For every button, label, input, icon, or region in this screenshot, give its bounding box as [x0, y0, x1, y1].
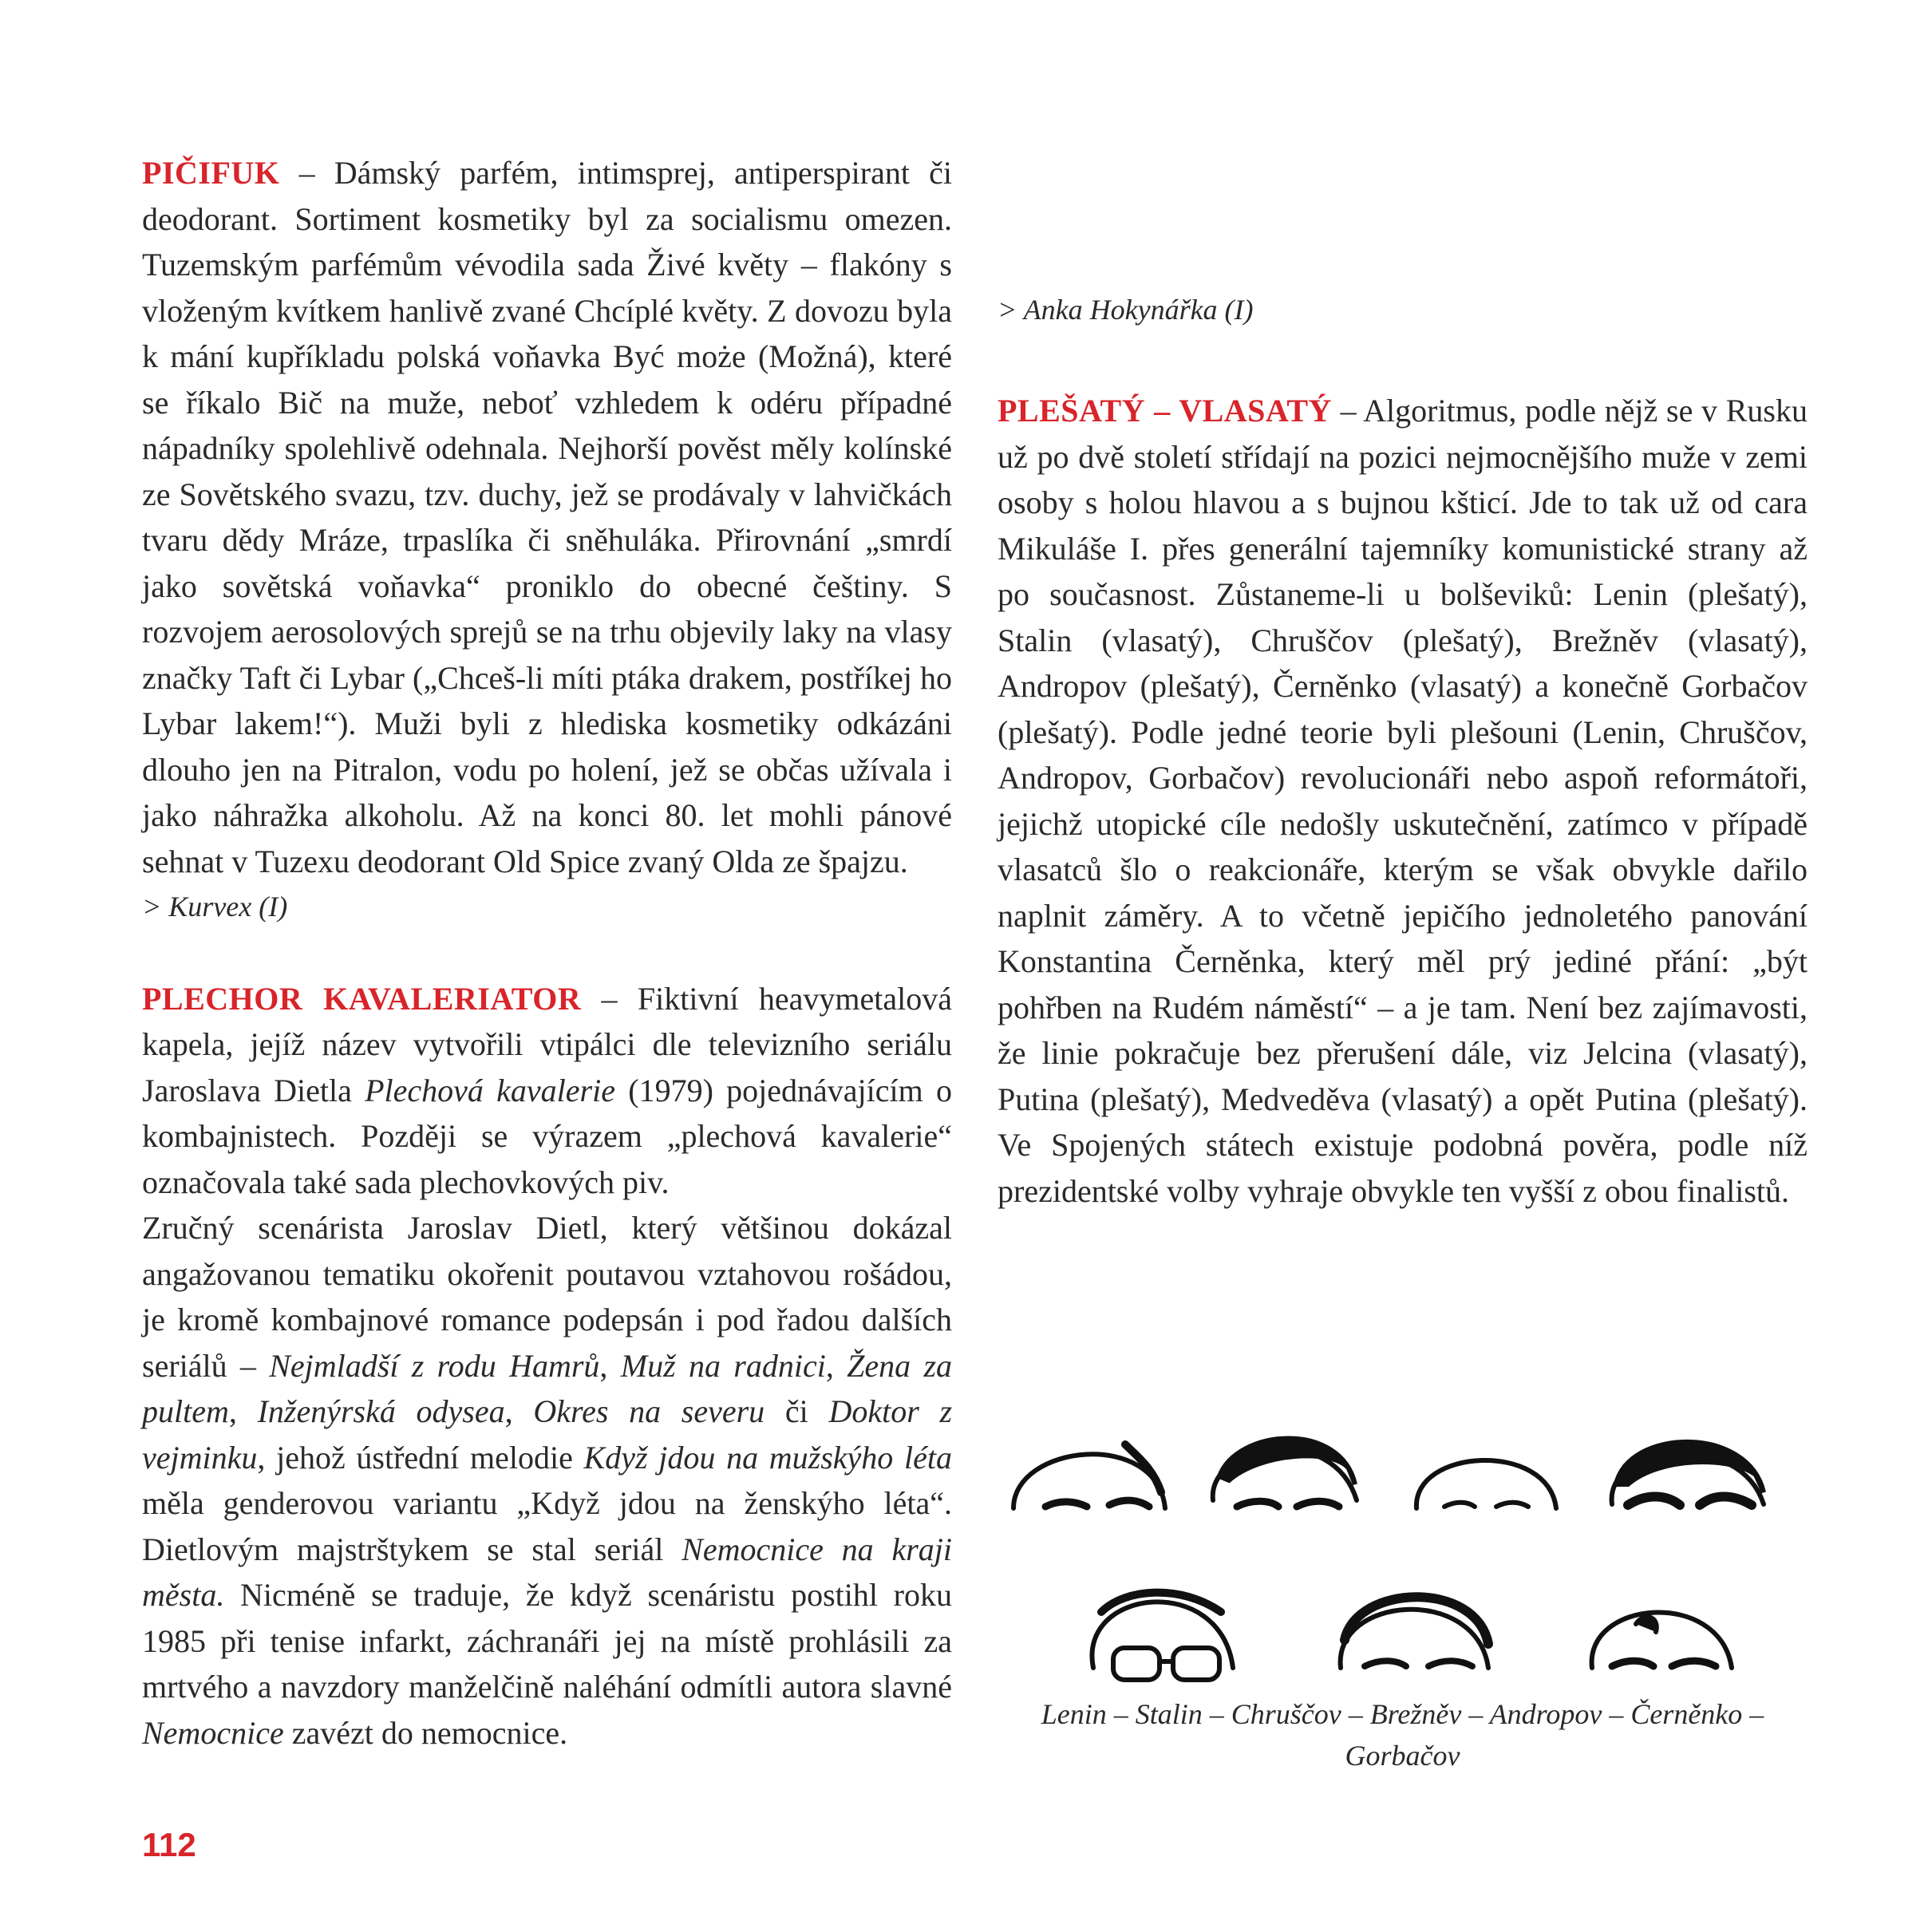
- paragraph-text: měla genderovou variantu „Když jdou na ženskýho léta“. Dietlovým majstrštykem se stal seriál: [142, 1485, 952, 1567]
- paragraph-text: Nicméně se traduje, že když scenáristu postihl roku 1985 při tenise infarkt, záchranáři jej na místě prohlásili za mrtvého a navzdory manželčině naléhání odmítli autora slavné: [142, 1577, 952, 1705]
- headword-picifuk: PIČIFUK: [142, 155, 280, 191]
- heads-drawing: [998, 1412, 1808, 1700]
- headword-plesaty: PLEŠATÝ – VLASATÝ: [998, 393, 1332, 429]
- lenin-head-icon: [1013, 1444, 1165, 1508]
- entry-plechor-paragraph-2: [142, 1205, 952, 1756]
- entry-plesaty: [998, 388, 1808, 1214]
- headword-plechor: PLECHOR KAVALERIATOR: [142, 980, 582, 1017]
- paragraph-text: Zručný scenárista Jaroslav Dietl, který většinou dokázal angažovanou tematiku okořenit poutavou vztahovou rošádou, je kromě kombajnové romance podepsán i pod řadou dalších seriálů –: [142, 1210, 952, 1384]
- right-column: [998, 150, 1808, 1214]
- paragraph-text: ,: [599, 1347, 621, 1384]
- series-title: Nejmladší z rodu Hamrů: [269, 1347, 600, 1384]
- gorbachev-head-icon: [1592, 1613, 1732, 1668]
- paragraph-text: , jehož ústřední melodie: [257, 1439, 584, 1476]
- entry-plechor-text: (1979) pojednávajícím o kombajnistech. Později se výrazem „plechová kavalerie“ označovala také sada plechovkových piv.: [142, 1072, 952, 1200]
- series-title: Doktor z vejminku: [142, 1393, 953, 1476]
- left-column: [142, 150, 952, 1756]
- stalin-head-icon: [1213, 1439, 1357, 1507]
- cross-reference-kurvex: > Kurvex (I): [142, 891, 288, 923]
- chernenko-head-icon: [1341, 1597, 1488, 1668]
- brezhnev-head-icon: [1612, 1442, 1764, 1505]
- series-title: Okres na severu: [533, 1393, 765, 1429]
- series-title: Žena za pultem: [142, 1347, 953, 1429]
- title-plechova-kavalerie: Plechová kavalerie: [365, 1072, 615, 1108]
- paragraph-text: ,: [825, 1347, 847, 1384]
- series-title: Nemocnice: [142, 1714, 284, 1751]
- series-title: Muž na radnici: [620, 1347, 826, 1384]
- entry-picifuk: [142, 150, 952, 884]
- entry-plechor: [142, 976, 952, 1206]
- paragraph-text: ,: [504, 1393, 534, 1429]
- paragraph-text: zavézt do nemocnice.: [283, 1714, 568, 1751]
- entry-plechor-text: – Fiktivní heavymetalová kapela, jejíž název vytvořili vtipálci dle televizního seriálu Jaroslava Dietla: [142, 980, 952, 1108]
- figure-caption: Lenin – Stalin – Chruščov – Brežněv – Andropov – Černěnko – Gorbačov: [1041, 1698, 1764, 1772]
- paragraph-text: ,: [228, 1393, 258, 1429]
- chrushchev-head-icon: [1416, 1460, 1556, 1508]
- song-title: Když jdou na mužskýho léta: [583, 1439, 952, 1476]
- entry-plesaty-text: – Algoritmus, podle nějž se v Rusku už po dvě století střídají na pozici nejmocnějšího muže v zemi osoby s holou hlavou a s bujnou kšticí. Jde to tak už od cara Mikuláše I. přes generální tajemníky komunistické strany až po současnost. Zůstaneme-li u bolševiků: Lenin (plešatý), Stalin (vlasatý), Chruščov (plešatý), Brežněv (vlasatý), Andropov (plešatý), Černěnko (vlasatý) a konečně Gorbačov (plešatý). Podle jedné teorie byli plešouni (Lenin, Chruščov, Andropov, Gorbačov) revolucionáři nebo aspoň reformátoři, jejichž utopické cíle nedošly uskutečnění, zatímco v případě vlasatců šlo o reakcionáře, kterým se však obvykle dařilo naplnit záměry. A to včetně jepičího jednoletého panování Konstantina Černěnka, který měl prý jediné přání: „být pohřben na Rudém náměstí“ – a je tam. Není bez zajímavosti, že linie pokračuje bez přerušení dále, viz Jelcina (vlasatý), Putina (plešatý), Medveděva (vlasatý) a opět Putina (plešatý). Ve Spojených státech existuje podobná pověra, podle níž prezidentské volby vyhraje obvykle ten vyšší z obou finalistů.: [998, 393, 1808, 1209]
- series-title: Nemocnice na kraji města.: [142, 1531, 952, 1613]
- andropov-head-icon: [1092, 1593, 1233, 1680]
- entry-picifuk-text: – Dámský parfém, intimsprej, antiperspirant či deodorant. Sortiment kosmetiky byl za socialismu omezen. Tuzemským parfémům vévodila sada Živé květy – flakóny s vloženým kvítkem hanlivě zvané Chcíplé květy. Z dovozu byla k mání kupříkladu polská voňavka Być może (Možná), které se říkalo Bič na muže, neboť vzhledem k odéru případné nápadníky spolehlivě odehnala. Nejhorší pověst měly kolínské ze Sovětského svazu, tzv. duchy, jež se prodávaly v lahvičkách tvaru dědy Mráze, trpaslíka či sněhuláka. Přirovnání „smrdí jako sovětská voňavka“ proniklo do obecné češtiny. S rozvojem aerosolových sprejů se na trhu objevily laky na vlasy značky Taft či Lybar („Chceš-li míti ptáka drakem, postříkej ho Lybar lakem!“). Muži byli z hlediska kosmetiky odkázáni dlouho jen na Pitralon, vodu po holení, jež se občas užívala i jako náhražka alkoholu. Až na konci 80. let mohli pánové sehnat v Tuzexu deodorant Old Spice zvaný Olda ze špajzu.: [142, 155, 952, 879]
- paragraph-text: či: [765, 1393, 829, 1429]
- cross-reference-anka: > Anka Hokynářka (I): [998, 294, 1254, 326]
- series-title: Inženýrská odysea: [257, 1393, 505, 1429]
- page-number: 112: [142, 1826, 196, 1863]
